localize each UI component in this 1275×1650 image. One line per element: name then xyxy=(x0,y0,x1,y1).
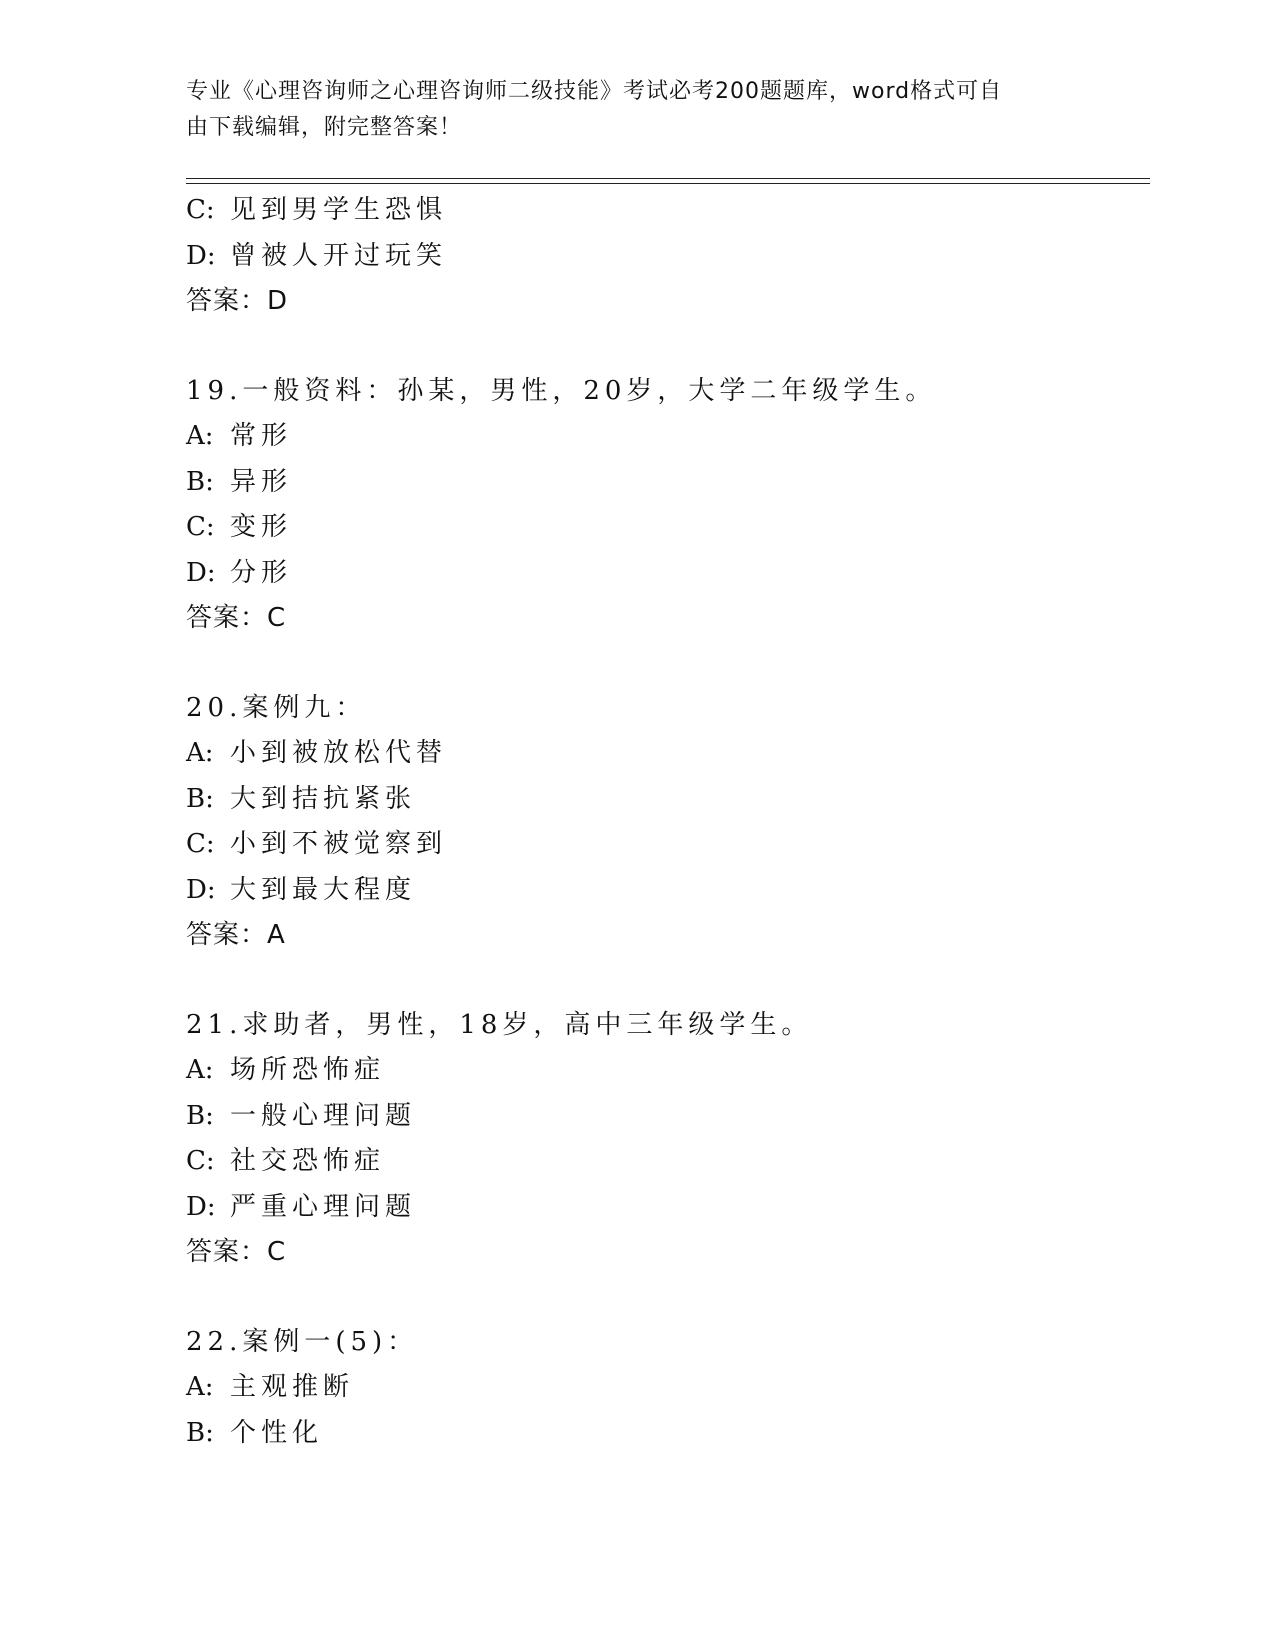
option-c xyxy=(186,822,1150,868)
option-text: 变形 xyxy=(230,512,293,542)
option-b xyxy=(186,1094,1150,1140)
option-text: 场所恐怖症 xyxy=(230,1055,386,1085)
header-line-2: 由下载编辑，附完整答案！ xyxy=(186,115,463,140)
option-c xyxy=(186,188,1150,234)
option-text: 严重心理问题 xyxy=(230,1191,417,1222)
option-a xyxy=(186,414,1150,460)
option-text: 常形 xyxy=(230,421,293,451)
option-d xyxy=(186,868,1150,914)
option-text: 社交恐怖症 xyxy=(230,1146,386,1176)
option-text: 大到拮抗紧张 xyxy=(230,783,417,814)
option-text: 大到最大程度 xyxy=(230,874,417,905)
option-text: 曾被人开过玩笑 xyxy=(230,240,448,271)
question-20 xyxy=(186,686,1150,959)
question-18 xyxy=(186,188,1150,325)
option-text: 小到被放松代替 xyxy=(230,738,448,768)
option-b xyxy=(186,460,1150,506)
option-text: 分形 xyxy=(230,557,293,588)
question-21 xyxy=(186,1003,1150,1276)
option-text: 主观推断 xyxy=(230,1372,355,1402)
question-22 xyxy=(186,1320,1150,1457)
option-a xyxy=(186,731,1150,777)
option-label: A: xyxy=(186,421,214,451)
question-19 xyxy=(186,369,1150,642)
option-b xyxy=(186,1411,1150,1457)
option-label: D: xyxy=(186,240,216,271)
option-label: D: xyxy=(186,557,216,588)
option-text: 小到不被觉察到 xyxy=(230,829,448,859)
option-a xyxy=(186,1365,1150,1411)
option-a xyxy=(186,1048,1150,1094)
option-label: B: xyxy=(186,1100,214,1131)
question-list xyxy=(186,188,1150,1456)
option-label: D: xyxy=(186,1191,216,1222)
option-b xyxy=(186,777,1150,823)
spacer xyxy=(186,1276,1150,1320)
question-stem: 21.求助者，男性，18岁，高中三年级学生。 xyxy=(186,1009,813,1040)
option-d xyxy=(186,1185,1150,1231)
option-d xyxy=(186,551,1150,597)
option-text: 异形 xyxy=(230,466,293,497)
option-d xyxy=(186,234,1150,280)
option-label: A: xyxy=(186,738,214,768)
option-label: C: xyxy=(186,512,215,542)
answer: 答案：C xyxy=(186,603,287,633)
option-text: 个性化 xyxy=(230,1417,324,1448)
option-label: C: xyxy=(186,1146,215,1176)
option-label: A: xyxy=(186,1055,214,1085)
answer: 答案：D xyxy=(186,286,289,316)
option-text: 一般心理问题 xyxy=(230,1100,417,1131)
spacer xyxy=(186,642,1150,686)
option-label: C: xyxy=(186,829,215,859)
option-label: D: xyxy=(186,874,216,905)
document-header xyxy=(186,74,1066,146)
spacer xyxy=(186,325,1150,369)
answer: 答案：A xyxy=(186,920,286,950)
option-label: A: xyxy=(186,1372,214,1402)
option-c xyxy=(186,505,1150,551)
option-label: C: xyxy=(186,195,215,225)
answer: 答案：C xyxy=(186,1237,287,1267)
option-label: B: xyxy=(186,466,214,497)
option-c xyxy=(186,1139,1150,1185)
option-label: B: xyxy=(186,783,214,814)
option-text: 见到男学生恐惧 xyxy=(230,195,448,225)
header-line-1: 专业《心理咨询师之心理咨询师二级技能》考试必考200题题库，word格式可自 xyxy=(186,79,1003,104)
option-label: B: xyxy=(186,1417,214,1448)
header-double-rule xyxy=(186,178,1150,184)
question-stem: 20.案例九： xyxy=(186,692,367,723)
spacer xyxy=(186,959,1150,1003)
question-stem: 22.案例一(5)： xyxy=(186,1326,419,1357)
question-stem: 19.一般资料：孙某，男性，20岁，大学二年级学生。 xyxy=(186,375,937,406)
